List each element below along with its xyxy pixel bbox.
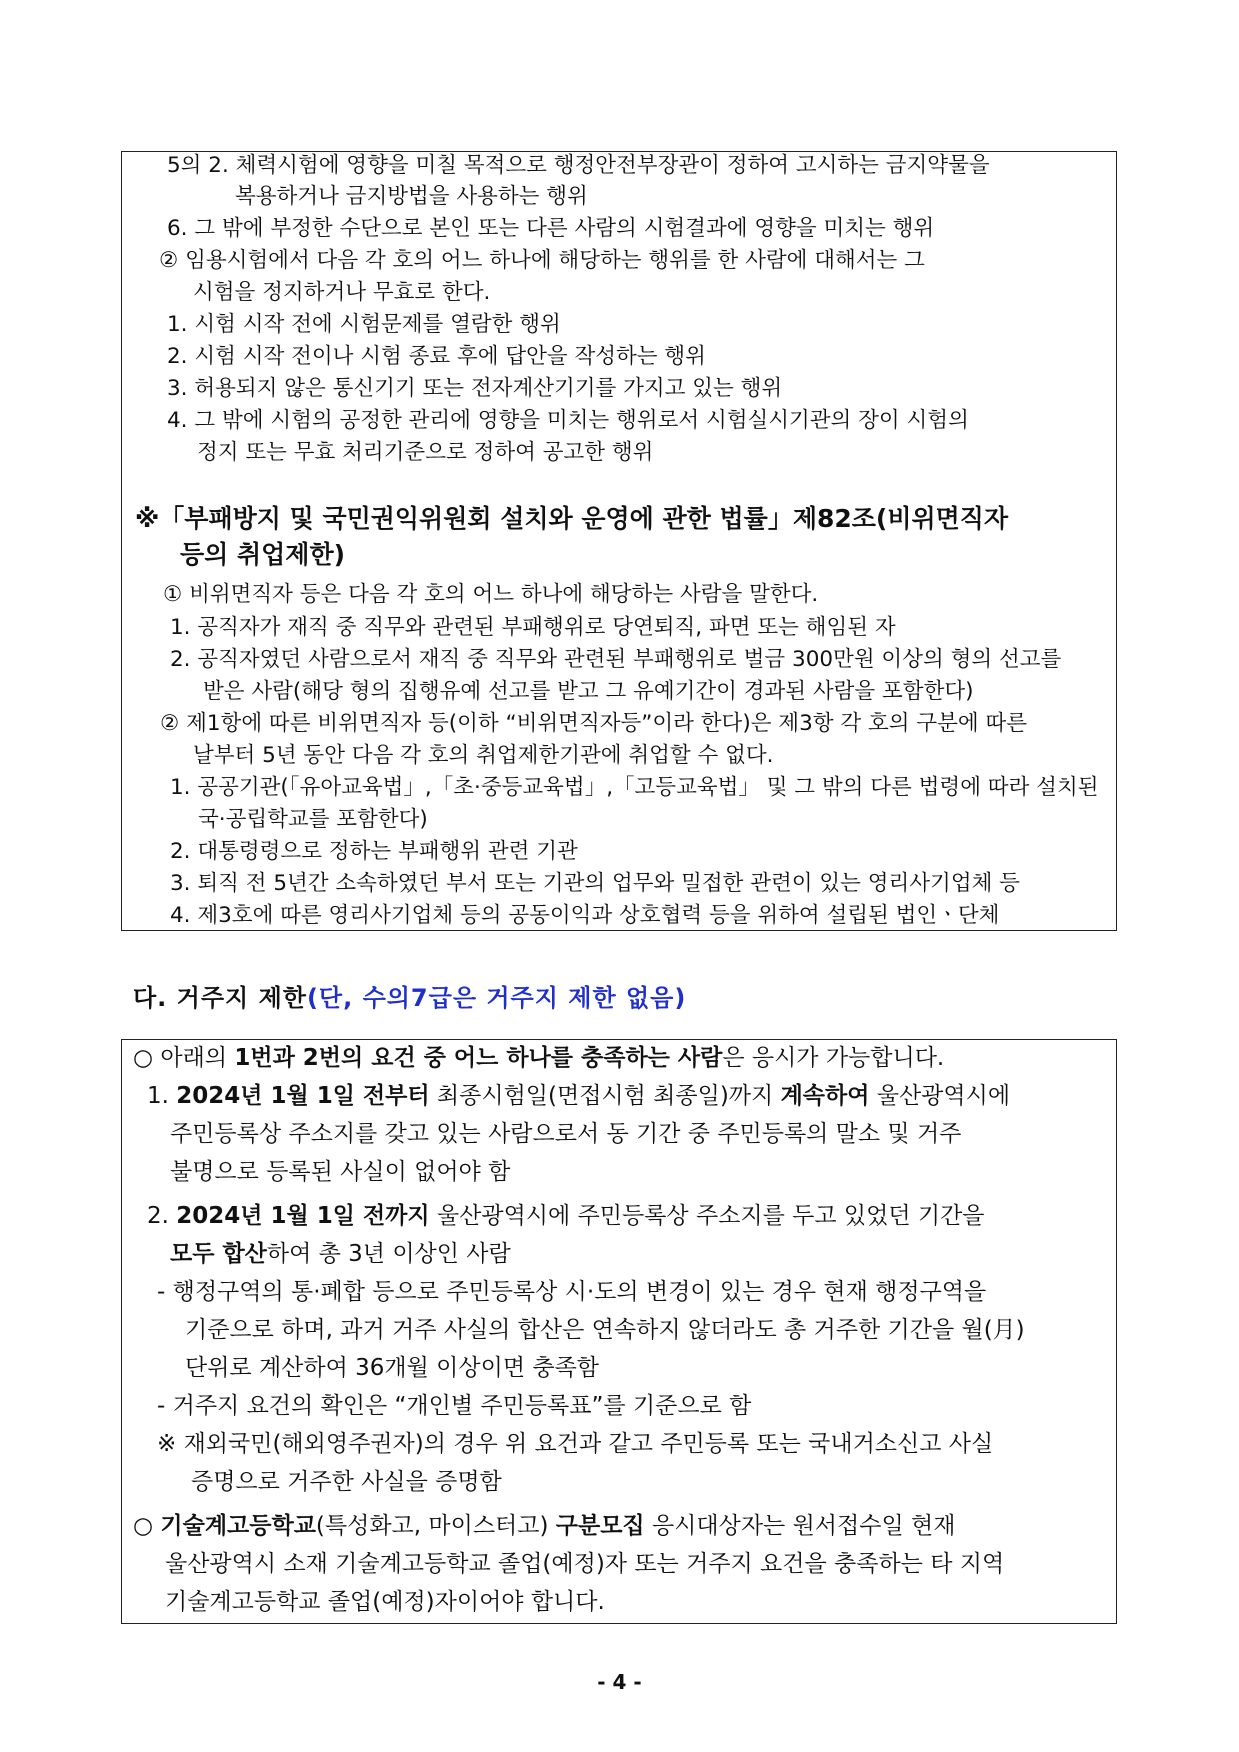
text-line: ○ 기술계고등학교(특성화고, 마이스터고) 구분모집 응시대상자는 원서접수일 현재 — [133, 1513, 956, 1539]
text-line: 모두 합산하여 총 3년 이상인 사람 — [170, 1241, 511, 1267]
law-title: 등의 취업제한) — [180, 540, 346, 569]
text-line: 6. 그 밖에 부정한 수단으로 본인 또는 다른 사람의 시험결과에 영향을 미치는 행위 — [167, 216, 935, 241]
text-line: 3. 퇴직 전 5년간 소속하였던 부서 또는 기관의 업무와 밀접한 관련이 있는 영리사기업체 등 — [170, 871, 1020, 896]
text-line: 주민등록상 주소지를 갖고 있는 사람으로서 동 기간 중 주민등록의 말소 및 거주 — [170, 1121, 962, 1147]
text-line: - 거주지 요건의 확인은 “개인별 주민등록표”를 기준으로 함 — [157, 1393, 752, 1419]
law-title: ※「부패방지 및 국민권익위원회 설치와 운영에 관한 법률」제82조(비위면직자 — [135, 504, 1009, 533]
text-line: 4. 제3호에 따른 영리사기업체 등의 공동이익과 상호협력 등을 위하여 설립된 법인ㆍ단체 — [170, 903, 1000, 928]
text-line: 울산광역시 소재 기술계고등학교 졸업(예정)자 또는 거주지 요건을 충족하는 타 지역 — [165, 1551, 1005, 1577]
section-heading — [133, 978, 686, 1013]
text-line: 2. 공직자였던 사람으로서 재직 중 직무와 관련된 부패행위로 벌금 300만원 이상의 형의 선고를 — [170, 647, 1062, 672]
text-line: - 행정구역의 통·폐합 등으로 주민등록상 시·도의 변경이 있는 경우 현재 행정구역을 — [157, 1279, 987, 1305]
text-line: 1. 시험 시작 전에 시험문제를 열람한 행위 — [167, 312, 561, 337]
text-line: 증명으로 거주한 사실을 증명함 — [191, 1469, 502, 1495]
text-line: ○ 아래의 1번과 2번의 요건 중 어느 하나를 충족하는 사람은 응시가 가능합니다. — [133, 1045, 945, 1071]
text-line: 4. 그 밖에 시험의 공정한 관리에 영향을 미치는 행위로서 시험실시기관의 장이 시험의 — [167, 408, 969, 433]
text-line: 1. 공직자가 재직 중 직무와 관련된 부패행위로 당연퇴직, 파면 또는 해임된 자 — [170, 615, 896, 640]
text-line: 정지 또는 무효 처리기준으로 정하여 공고한 행위 — [197, 440, 654, 465]
text-line: 2. 2024년 1월 1일 전까지 울산광역시에 주민등록상 주소지를 두고 있었던 기간을 — [147, 1203, 985, 1229]
text-line: 불명으로 등록된 사실이 없어야 함 — [170, 1159, 511, 1185]
text-line: 1. 2024년 1월 1일 전부터 최종시험일(면접시험 최종일)까지 계속하여 울산광역시에 — [147, 1083, 1011, 1109]
text-line: 2. 대통령령으로 정하는 부패행위 관련 기관 — [170, 839, 578, 864]
text-line: ※ 재외국민(해외영주권자)의 경우 위 요건과 같고 주민등록 또는 국내거소신고 사실 — [157, 1431, 994, 1457]
page-number: - 4 - — [597, 1670, 642, 1694]
text-line: 복용하거나 금지방법을 사용하는 행위 — [235, 184, 588, 209]
section-note: (단, 수의7급은 거주지 제한 없음) — [306, 984, 687, 1012]
text-line: 국·공립학교를 포함한다) — [198, 807, 428, 832]
text-line: ① 비위면직자 등은 다음 각 호의 어느 하나에 해당하는 사람을 말한다. — [163, 582, 819, 607]
text-line: 5의 2. 체력시험에 영향을 미칠 목적으로 행정안전부장관이 정하여 고시하는 금지약물을 — [167, 153, 990, 178]
text-line: ② 임용시험에서 다음 각 호의 어느 하나에 해당하는 행위를 한 사람에 대해서는 그 — [159, 248, 925, 273]
text-line: 단위로 계산하여 36개월 이상이면 충족함 — [185, 1355, 599, 1381]
text-line: 날부터 5년 동안 다음 각 호의 취업제한기관에 취업할 수 없다. — [193, 743, 774, 768]
text-line: ② 제1항에 따른 비위면직자 등(이하 “비위면직자등”이라 한다)은 제3항 각 호의 구분에 따른 — [160, 711, 1028, 736]
text-line: 기준으로 하며, 과거 거주 사실의 합산은 연속하지 않더라도 총 거주한 기간을 월(月) — [185, 1317, 1025, 1343]
text-line: 2. 시험 시작 전이나 시험 종료 후에 답안을 작성하는 행위 — [167, 344, 706, 369]
section-title: 다. 거주지 제한 — [133, 984, 307, 1012]
text-line: 받은 사람(해당 형의 집행유예 선고를 받고 그 유예기간이 경과된 사람을 포함한다) — [203, 679, 974, 704]
text-line: 1. 공공기관(「유아교육법」,「초·중등교육법」,「고등교육법」 및 그 밖의 다른 법령에 따라 설치된 — [170, 775, 1099, 800]
text-line: 3. 허용되지 않은 통신기기 또는 전자계산기기를 가지고 있는 행위 — [167, 376, 783, 401]
text-line: 시험을 정지하거나 무효로 한다. — [193, 280, 491, 305]
text-line: 기술계고등학교 졸업(예정)자이어야 합니다. — [165, 1589, 605, 1615]
